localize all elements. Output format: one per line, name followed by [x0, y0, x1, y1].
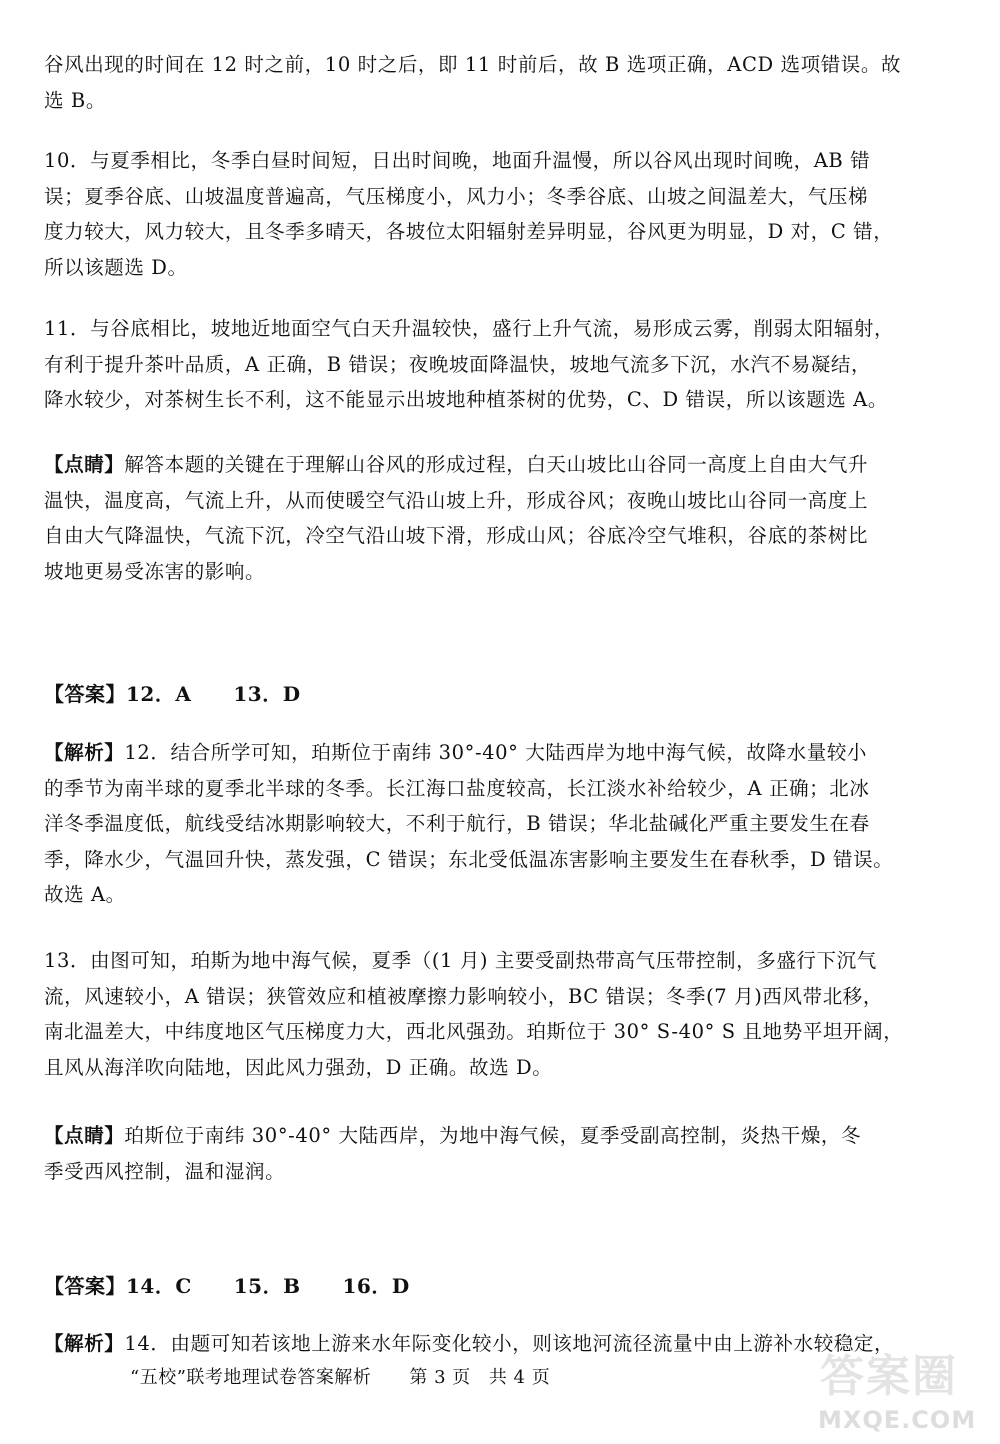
answer-section-12-13 — [44, 678, 343, 710]
tip-section-2 — [44, 1118, 956, 1189]
text-line: 且风从海洋吹向陆地，因此风力强劲，D 正确。故选 D。 — [44, 1055, 553, 1079]
text-line: 流，风速较小，A 错误；狭管效应和植被摩擦力影响较小，BC 错误；冬季(7 月)西风带北移， — [44, 984, 884, 1008]
text-line: 南北温差大，中纬度地区气压梯度力大，西北风强劲。珀斯位于 30° S-40° S 且地势平坦开阔， — [44, 1020, 904, 1043]
text-line: 有利于提升茶叶品质，A 正确，B 错误；夜晚坡面降温快，坡地气流多下沉，水汽不易凝结， — [44, 352, 872, 376]
analysis-text: 14．由题可知若该地上游来水年际变化较小，则该地河流径流量中由上游补水较稳定， — [124, 1332, 895, 1355]
page-total: 共 4 页 — [488, 1367, 551, 1388]
text-line: 10．与夏季相比，冬季白昼时间短，日出时间晚，地面升温慢，所以谷风出现时间晚，AB 错 — [44, 149, 871, 172]
answer-tag: 【答案】 — [44, 682, 126, 706]
text-line: 度力较大，风力较大，且冬季多晴天，各坡位太阳辐射差异明显，谷风更为明显，D 对，C 错， — [44, 220, 894, 243]
answer-section-14-16 — [44, 1270, 452, 1302]
text-line — [44, 447, 956, 483]
analysis-tag: 【解析】 — [44, 1332, 125, 1355]
footer-title: “五校”联考地理试卷答案解析 — [130, 1367, 372, 1388]
watermark-logo — [800, 1340, 990, 1440]
text-line: 11．与谷底相比，坡地近地面空气白天升温较快，盛行上升气流，易形成云雾，削弱太阳辐射， — [44, 317, 895, 340]
answer-item: 15．B — [233, 1274, 301, 1298]
tip-tag: 【点睛】 — [44, 1124, 125, 1147]
answer-tag: 【答案】 — [44, 1274, 126, 1298]
answer-item: 14．C — [126, 1274, 192, 1298]
q9-continuation — [44, 47, 956, 118]
text-line — [44, 735, 956, 771]
text-line: 洋冬季温度低，航线受结冰期影响较大，不利于航行，B 错误；华北盐碱化严重主要发生在春 — [44, 812, 870, 835]
text-line: 季受西风控制，温和湿润。 — [44, 1159, 286, 1183]
tip-tag: 【点睛】 — [44, 453, 125, 476]
tip-section-1 — [44, 447, 956, 589]
text-line: 所以该题选 D。 — [44, 255, 188, 279]
text-line: 13．由图可知，珀斯为地中海气候，夏季（(1 月) 主要受副热带高气压带控制，多盛行下沉气 — [44, 949, 877, 972]
answer-item: 12．A — [126, 682, 192, 706]
analysis-tag: 【解析】 — [44, 741, 125, 764]
text-line: 自由大气降温快，气流下沉，冷空气沿山坡下滑，形成山风；谷底冷空气堆积，谷底的茶树比 — [44, 524, 869, 547]
page-footer — [130, 1365, 550, 1391]
q11-explanation — [44, 311, 956, 418]
q10-explanation — [44, 143, 956, 285]
text-line: 温快，温度高，气流上升，从而使暖空气沿山坡上升，形成谷风；夜晚山坡比山谷同一高度上 — [44, 488, 869, 512]
tip-text: 珀斯位于南纬 30°-40° 大陆西岸，为地中海气候，夏季受副高控制，炎热干燥，冬 — [124, 1124, 862, 1147]
page-number: 第 3 页 — [409, 1367, 471, 1388]
text-line: 季，降水少，气温回升快，蒸发强，C 错误；东北受低温冻害影响主要发生在春秋季，D 错误。 — [44, 847, 894, 871]
q13-explanation — [44, 943, 956, 1085]
text-line: 误；夏季谷底、山坡温度普遍高，气压梯度小，风力小；冬季谷底、山坡之间温差大，气压梯 — [44, 184, 869, 208]
text-line: 坡地更易受冻害的影响。 — [44, 559, 266, 583]
text-line: 故选 A。 — [44, 883, 126, 906]
tip-text: 解答本题的关键在于理解山谷风的形成过程，白天山坡比山谷同一高度上自由大气升 — [124, 453, 869, 476]
text-line: 的季节为南半球的夏季北半球的冬季。长江海口盐度较高，长江淡水补给较少，A 正确；北冰 — [44, 776, 870, 800]
answer-item: 16．D — [342, 1274, 410, 1298]
analysis-text: 12．结合所学可知，珀斯位于南纬 30°-40° 大陆西岸为地中海气候，故降水量较小 — [124, 741, 868, 764]
q12-explanation — [44, 735, 956, 913]
text-line — [44, 1118, 956, 1154]
text-line: 谷风出现的时间在 12 时之前，10 时之后，即 11 时前后，故 B 选项正确，ACD 选项错误。故 — [44, 53, 902, 76]
watermark-logo-text: 答案圈 — [820, 1351, 958, 1402]
text-line: 降水较少，对茶树生长不利，这不能显示出坡地种植茶树的优势，C、D 错误，所以该题选 A。 — [44, 388, 888, 411]
answer-item: 13．D — [233, 682, 301, 706]
text-line: 选 B。 — [44, 88, 106, 112]
watermark-url: MXQE.COM — [818, 1406, 977, 1434]
